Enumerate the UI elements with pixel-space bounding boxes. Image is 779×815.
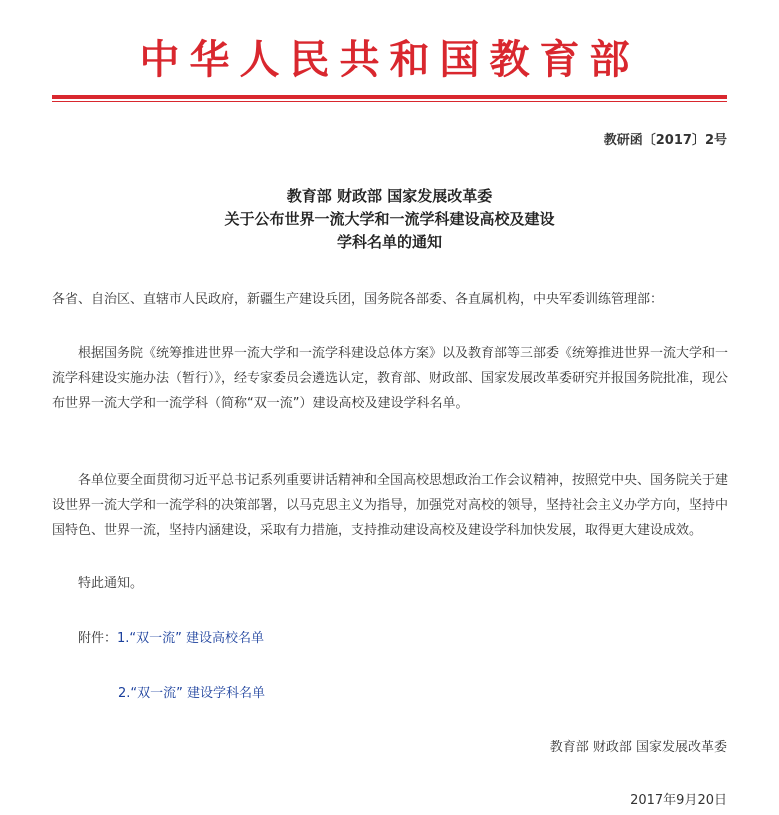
attachment-prefix: 附件：: [78, 631, 118, 646]
attachment-row-1: [78, 627, 264, 646]
document-number: 教研函〔2017〕2号: [603, 133, 727, 148]
title-line-2: 关于公布世界一流大学和一流学科建设高校及建设: [224, 210, 555, 228]
attachment-link-universities[interactable]: “双一流” 建设高校名单: [129, 631, 265, 646]
attachment-1-number[interactable]: 1.: [117, 631, 130, 646]
attachment-2-number[interactable]: 2.: [118, 686, 131, 701]
body-paragraph-2: 各单位要全面贯彻习近平总书记系列重要讲话精神和全国高校思想政治工作会议精神，按照党中央、国务院关于建设世界一流大学和一流学科的决策部署，以马克思主义为指导，加强党对高校的领导，坚持社会主义办学方向，坚持中国特色、世界一流，坚持内涵建设，采取有力措施，支持推动建设高校及建设学科加快发展，取得更大建设成效。: [52, 473, 729, 538]
closing-phrase: 特此通知。: [78, 576, 144, 591]
issue-date: 2017年9月20日: [630, 793, 727, 808]
issuer-signature: 教育部 财政部 国家发展改革委: [549, 740, 727, 755]
title-line-1: 教育部 财政部 国家发展改革委: [286, 187, 493, 205]
masthead-title: 中华人民共和国教育部: [139, 36, 640, 83]
title-line-3: 学科名单的通知: [336, 233, 442, 251]
salutation: 各省、自治区、直辖市人民政府，新疆生产建设兵团，国务院各部委、各直属机构，中央军委训练管理部：: [52, 292, 664, 307]
body-paragraph-1: 根据国务院《统筹推进世界一流大学和一流学科建设总体方案》以及教育部等三部委《统筹推进世界一流大学和一流学科建设实施办法（暂行）》，经专家委员会遴选认定，教育部、财政部、国家发展改革委研究并报国务院批准，现公布世界一流大学和一流学科（简称“双一流”）建设高校及建设学科名单。: [52, 346, 729, 411]
masthead-rule-thick: [52, 95, 727, 99]
masthead-rule-thin: [52, 101, 727, 102]
attachment-link-disciplines[interactable]: “双一流” 建设学科名单: [130, 686, 266, 701]
attachment-row-2: [118, 682, 265, 701]
